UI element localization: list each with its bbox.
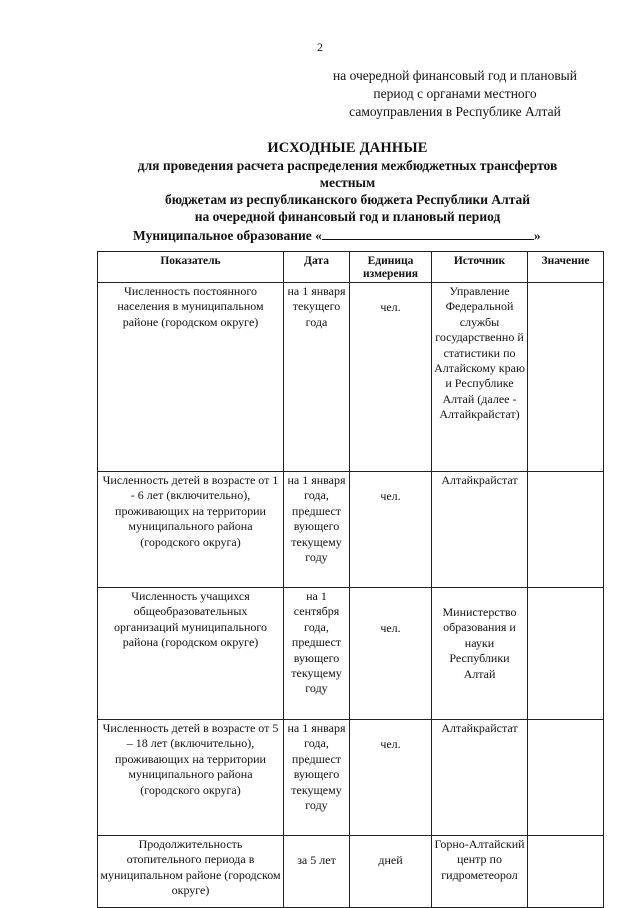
cell-indicator: Численность детей в возрасте от 5 – 18 лет (включительно), проживающих на территории муниципального района (городского округа)	[98, 720, 284, 836]
page-number: 2	[317, 40, 323, 54]
cell-value[interactable]	[528, 588, 604, 720]
header-line: самоуправления в Республике Алтай	[349, 104, 561, 119]
source-data-table	[97, 251, 604, 908]
table-row	[98, 472, 604, 588]
header-value: Значение	[528, 252, 604, 283]
header-line: на очередной финансовый год и плановый	[333, 68, 577, 83]
table-row	[98, 720, 604, 836]
cell-date: за 5 лет	[284, 836, 350, 908]
header-unit: Единица измерения	[350, 252, 432, 283]
cell-source: Министерство образования и науки Республики Алтай	[432, 588, 528, 720]
cell-source: Горно-Алтайский центр по гидрометеорол	[432, 836, 528, 908]
table-row	[98, 283, 604, 472]
cell-value[interactable]	[528, 720, 604, 836]
header-indicator: Показатель	[98, 252, 284, 283]
header-subtitle	[290, 67, 620, 121]
cell-source: Алтайкрайстат	[432, 472, 528, 588]
header-source: Источник	[432, 252, 528, 283]
cell-value[interactable]	[528, 283, 604, 472]
cell-unit: чел.	[350, 588, 432, 720]
municipality-suffix: »	[533, 228, 541, 243]
cell-date: на 1 января текущего года	[284, 283, 350, 472]
cell-date: на 1 января года, предшест вующего текущему году	[284, 472, 350, 588]
cell-indicator: Численность детей в возрасте от 1 - 6 лет (включительно), проживающих на территории муниципального района (городского округа)	[98, 472, 284, 588]
cell-unit: чел.	[350, 472, 432, 588]
municipality-label: Муниципальное образование «	[133, 228, 322, 243]
title-line: бюджетам из республиканского бюджета Республики Алтай	[164, 192, 531, 207]
document-title	[95, 140, 600, 244]
cell-date: на 1 сентября года, предшест вующего текущему году	[284, 588, 350, 720]
table-row	[98, 836, 604, 908]
cell-date: на 1 января года, предшест вующего текущему году	[284, 720, 350, 836]
table-header-row	[98, 252, 604, 283]
cell-unit: чел.	[350, 720, 432, 836]
header-line: период с органами местного	[373, 86, 537, 101]
cell-unit: дней	[350, 836, 432, 908]
cell-source: Алтайкрайстат	[432, 720, 528, 836]
cell-indicator: Численность постоянного населения в муниципальном районе (городском округе)	[98, 283, 284, 472]
cell-unit: чел.	[350, 283, 432, 472]
cell-value[interactable]	[528, 472, 604, 588]
municipality-blank-field[interactable]	[322, 226, 534, 240]
municipality-line	[95, 226, 600, 244]
cell-indicator: Численность учащихся общеобразовательных организаций муниципального района (городском округе)	[98, 588, 284, 720]
table-row	[98, 588, 604, 720]
title-line: для проведения расчета распределения межбюджетных трансфертов	[137, 158, 558, 173]
cell-indicator: Продолжительность отопительного периода в муниципальном районе (городском округе)	[98, 836, 284, 908]
cell-source: Управление Федеральной службы государственно й статистики по Алтайскому краю и Республике Алтай (далее - Алтайкрайстат)	[432, 283, 528, 472]
header-date: Дата	[284, 252, 350, 283]
title-line: на очередной финансовый год и плановый период	[194, 209, 501, 224]
title-main: ИСХОДНЫЕ ДАННЫЕ	[267, 140, 428, 156]
cell-value[interactable]	[528, 836, 604, 908]
title-line: местным	[319, 175, 376, 190]
